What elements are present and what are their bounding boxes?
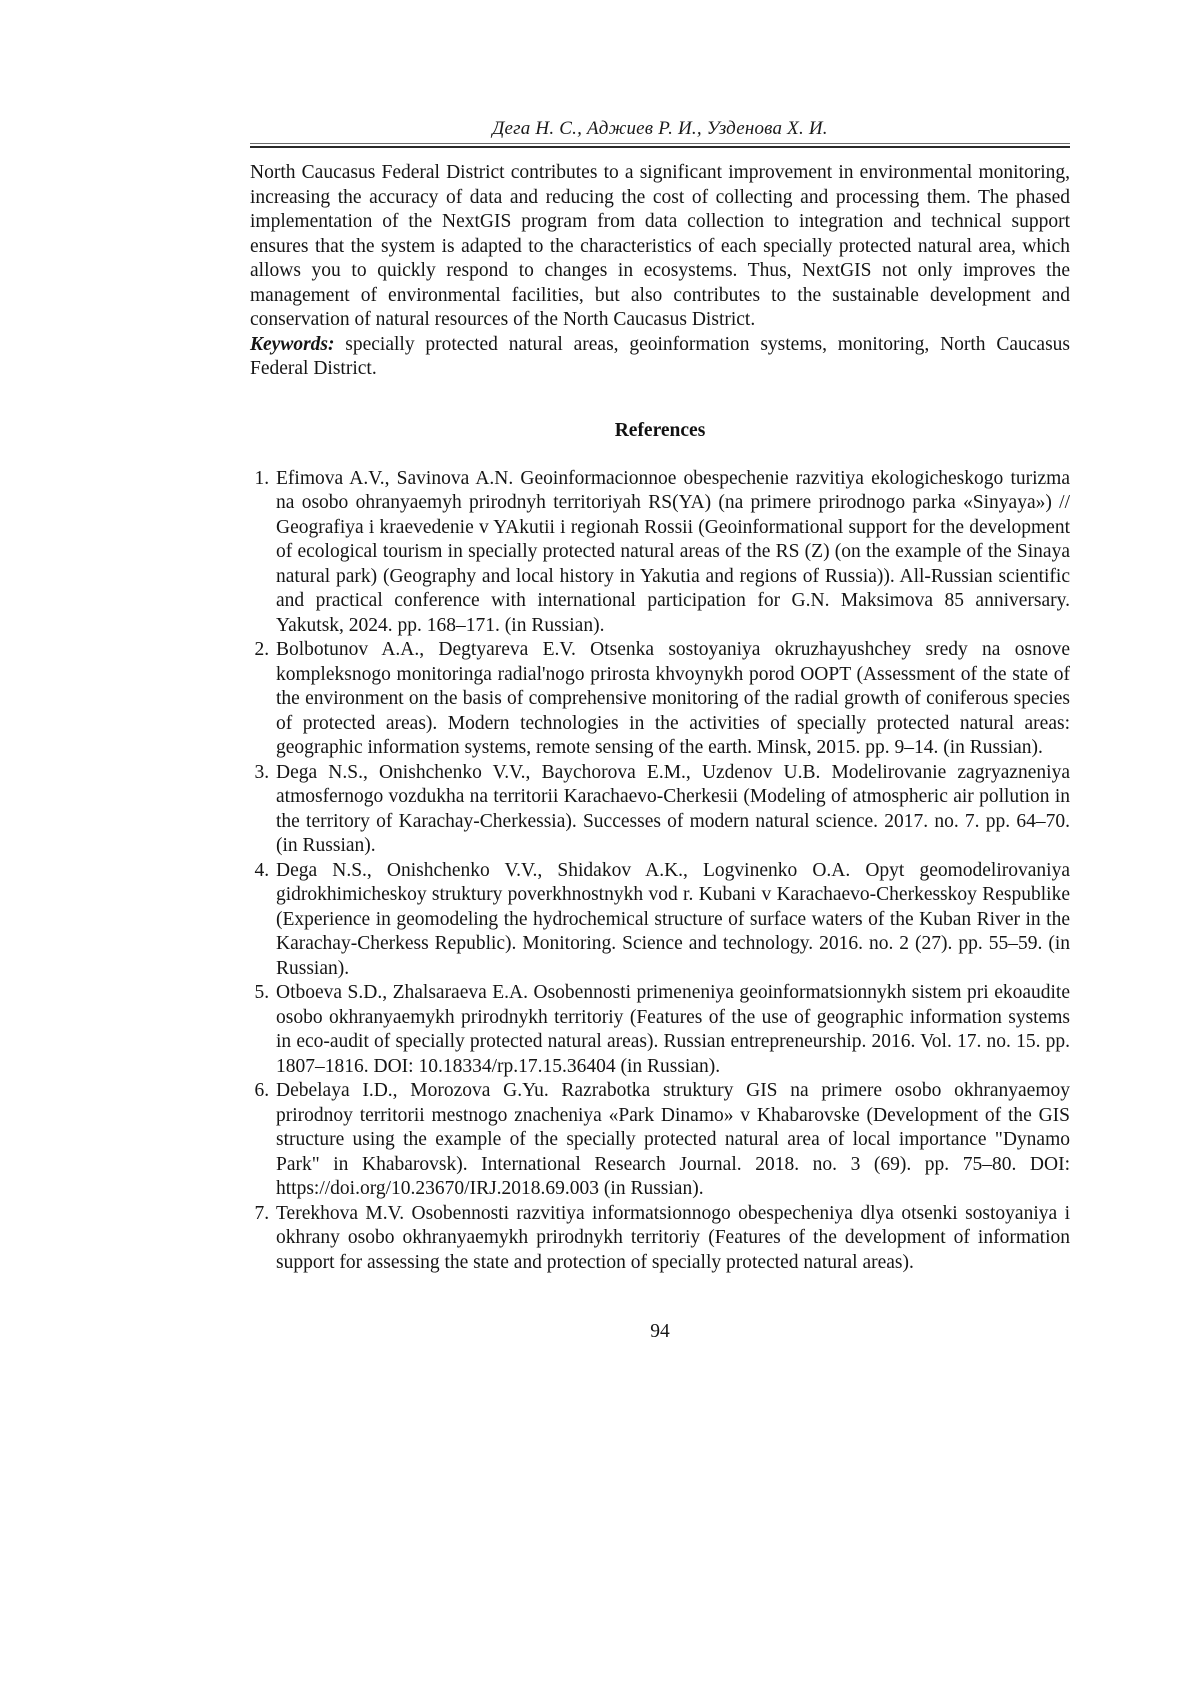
- reference-item: 7. Terekhova M.V. Osobennosti razvitiya informatsionnogo obespecheniya dlya otsenki sostoyaniya i okhrany osobo okhranyaemykh prirodnykh territoriy (Features of the development of information support for assessing the state and protection of specially protected natural areas).: [274, 1202, 1070, 1276]
- references-list: [250, 467, 1070, 1276]
- page-number: 94: [650, 1321, 670, 1342]
- reference-item: 5. Otboeva S.D., Zhalsaraeva E.A. Osobennosti primeneniya geoinformatsionnykh sistem pri ekoaudite osobo okhranyaemykh prirodnykh territoriy (Features of the use of geographic information systems in eco-audit of specially protected natural areas). Russian entrepreneurship. 2016. Vol. 17. no. 15. pp. 1807–1816. DOI: 10.18334/rp.17.15.36404 (in Russian).: [274, 981, 1070, 1079]
- reference-item: 4. Dega N.S., Onishchenko V.V., Shidakov A.K., Logvinenko O.A. Opyt geomodelirovaniya gidrokhimicheskoy struktury poverkhnostnykh vod r. Kubani v Karachaevo-Cherkesskoy Respublike (Experience in geomodeling the hydrochemical structure of surface waters of the Kuban River in the Karachay-Cherkess Republic). Monitoring. Science and technology. 2016. no. 2 (27). pp. 55–59. (in Russian).: [274, 859, 1070, 982]
- header-rule: [250, 143, 1070, 148]
- reference-item: 2. Bolbotunov A.A., Degtyareva E.V. Otsenka sostoyaniya okruzhayushchey sredy na osnove kompleksnogo monitoringa radial'nogo prirosta khvoynykh porod OOPT (Assessment of the state of the environment on the basis of comprehensive monitoring of the radial growth of coniferous species of protected areas). Modern technologies in the activities of specially protected natural areas: geographic information systems, remote sensing of the earth. Minsk, 2015. pp. 9–14. (in Russian).: [274, 638, 1070, 761]
- keywords-label: Keywords:: [250, 333, 335, 355]
- abstract-text: North Caucasus Federal District contributes to a significant improvement in environmental monitoring, increasing the accuracy of data and reducing the cost of collecting and processing them. The phased implementation of the NextGIS program from data collection to integration and technical support ensures that the system is adapted to the characteristics of each specially protected natural area, which allows you to quickly respond to changes in ecosystems. Thus, NextGIS not only improves the management of environmental facilities, but also contributes to the sustainable development and conservation of natural resources of the North Caucasus District.: [250, 162, 1070, 330]
- keywords-text: specially protected natural areas, geoinformation systems, monitoring, North Caucasus Federal District.: [250, 333, 1070, 379]
- references-heading: References: [614, 419, 706, 441]
- keywords-line: [250, 333, 1070, 382]
- reference-item: 6. Debelaya I.D., Morozova G.Yu. Razrabotka struktury GIS na primere osobo okhranyaemoy prirodnoy territorii mestnogo znacheniya «Park Dinamo» v Khabarovske (Development of the GIS structure using the example of the specially protected natural area of local importance "Dynamo Park" in Khabarovsk). International Research Journal. 2018. no. 3 (69). pp. 75–80. DOI: https://doi.org/10.23670/IRJ.2018.69.003 (in Russian).: [274, 1079, 1070, 1202]
- reference-item: 1. Efimova A.V., Savinova A.N. Geoinformacionnoe obespechenie razvitiya ekologicheskogo turizma na osobo ohranyaemyh prirodnyh territoriyah RS(YA) (na primere prirodnogo parka «Sinyaya») // Geografiya i kraevedenie v YAkutii i regionah Rossii (Geoinformational support for the development of ecological tourism in specially protected natural areas of the RS (Z) (on the example of the Sinaya natural park) (Geography and local history in Yakutia and regions of Russia)). All-Russian scientific and practical conference with international participation for G.N. Maksimova 85 anniversary. Yakutsk, 2024. pp. 168–171. (in Russian).: [274, 467, 1070, 639]
- reference-item: 3. Dega N.S., Onishchenko V.V., Baychorova E.M., Uzdenov U.B. Modelirovanie zagryazneniya atmosfernogo vozdukha na territorii Karachaevo-Cherkesii (Modeling of atmospheric air pollution in the territory of Karachay-Cherkessia). Successes of modern natural science. 2017. no. 7. pp. 64–70. (in Russian).: [274, 761, 1070, 859]
- running-head: Дега Н. С., Аджиев Р. И., Узденова Х. И.: [492, 118, 828, 139]
